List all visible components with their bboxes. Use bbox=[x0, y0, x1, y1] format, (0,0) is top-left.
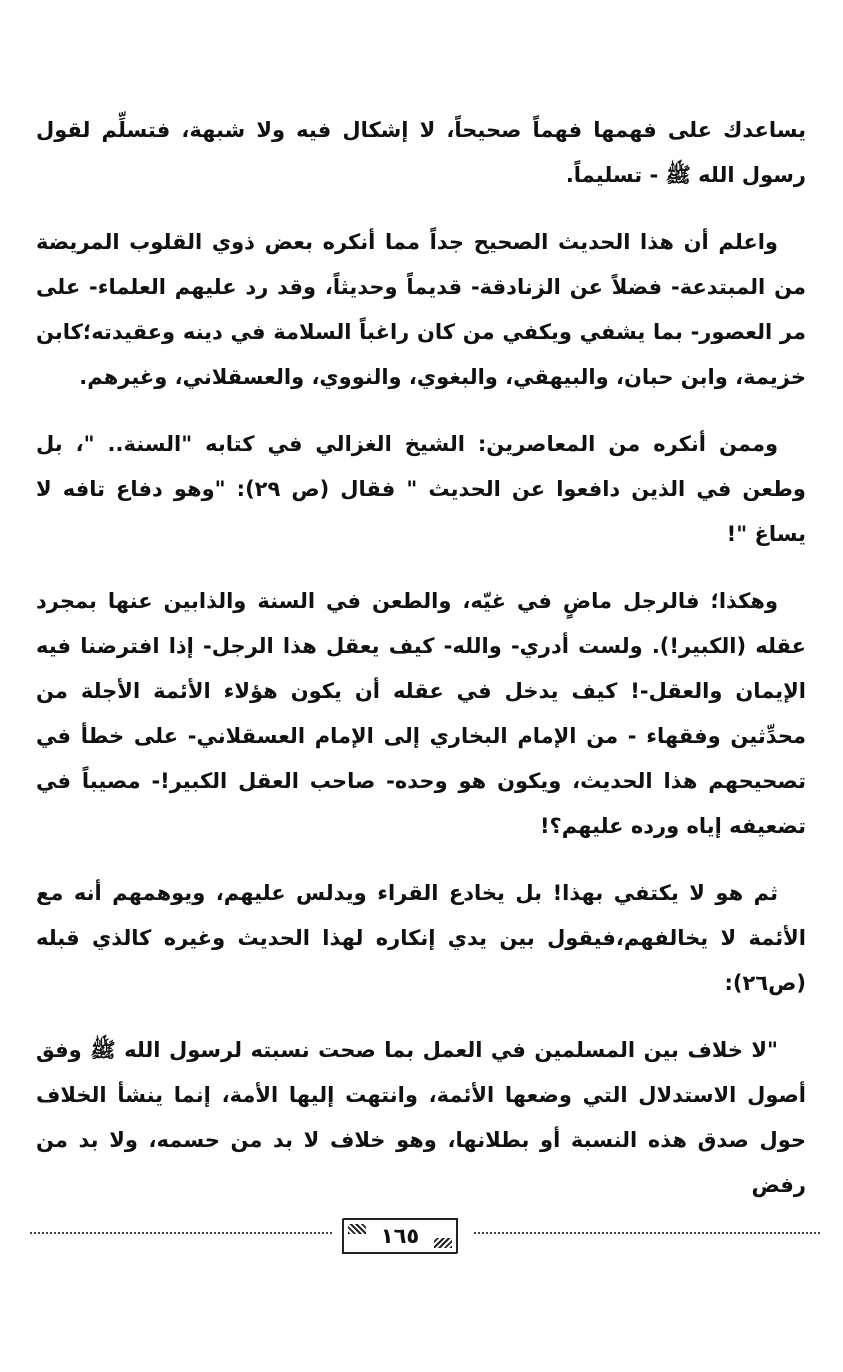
paragraph-5: ثم هو لا يكتفي بهذا! بل يخادع القراء ويدلس عليهم، ويوهمهم أنه مع الأئمة لا يخالفهم،فيقول بين يدي إنكاره لهذا الحديث وغيره كالذي قبله (ص٢٦): bbox=[36, 881, 806, 995]
footer-divider-left bbox=[30, 1232, 332, 1234]
paragraph-6: "لا خلاف بين المسلمين في العمل بما صحت نسبته لرسول الله ﷺ وفق أصول الاستدلال التي وضعها الأئمة، وانتهت إليها الأمة، إنما ينشأ الخلاف حول صدق هذه النسبة أو بطلانها، وهو خلاف لا بد من حسمه، ولا بد من رفض bbox=[36, 1038, 806, 1197]
paragraph-2: واعلم أن هذا الحديث الصحيح جداً مما أنكره بعض ذوي القلوب المريضة من المبتدعة- فضلاً عن الزنادقة- قديماً وحديثاً، وقد رد عليهم العلماء- على مر العصور- بما يشفي ويكفي من كان راغباً السلامة في دينه وعقيدته؛كابن خزيمة، وابن حبان، والبيهقي، والبغوي، والنووي، والعسقلاني، وغيرهم. bbox=[36, 230, 806, 389]
paragraph-1: يساعدك على فهمها فهماً صحيحاً، لا إشكال فيه ولا شبهة، فتسلِّم لقول رسول الله ﷺ - تسليماً. bbox=[36, 118, 806, 187]
body-text bbox=[36, 108, 806, 1230]
page-number-frame bbox=[342, 1218, 458, 1254]
page-number: ١٦٥ bbox=[380, 1224, 420, 1248]
paragraph-3: وممن أنكره من المعاصرين: الشيخ الغزالي في كتابه "السنة.. "، بل وطعن في الذين دافعوا عن الحديث " فقال (ص ٢٩): "وهو دفاع تافه لا يساغ "! bbox=[36, 432, 806, 546]
footer-divider-right bbox=[474, 1232, 820, 1234]
paragraph-4: وهكذا؛ فالرجل ماضٍ في غيّه، والطعن في السنة والذابين عنها بمجرد عقله (الكبير!). ولست أدري- والله- كيف يعقل هذا الرجل- إذا افترضنا فيه الإيمان والعقل-! كيف يدخل في عقله أن يكون هؤلاء الأئمة الأجلة من محدِّثين وفقهاء - من الإمام البخاري إلى الإمام العسقلاني- على خطأ في تصحيحهم هذا الحديث، ويكون هو وحده- صاحب العقل الكبير!- مصيباً في تضعيفه إياه ورده عليهم؟! bbox=[36, 589, 806, 838]
page-footer bbox=[30, 1218, 820, 1258]
